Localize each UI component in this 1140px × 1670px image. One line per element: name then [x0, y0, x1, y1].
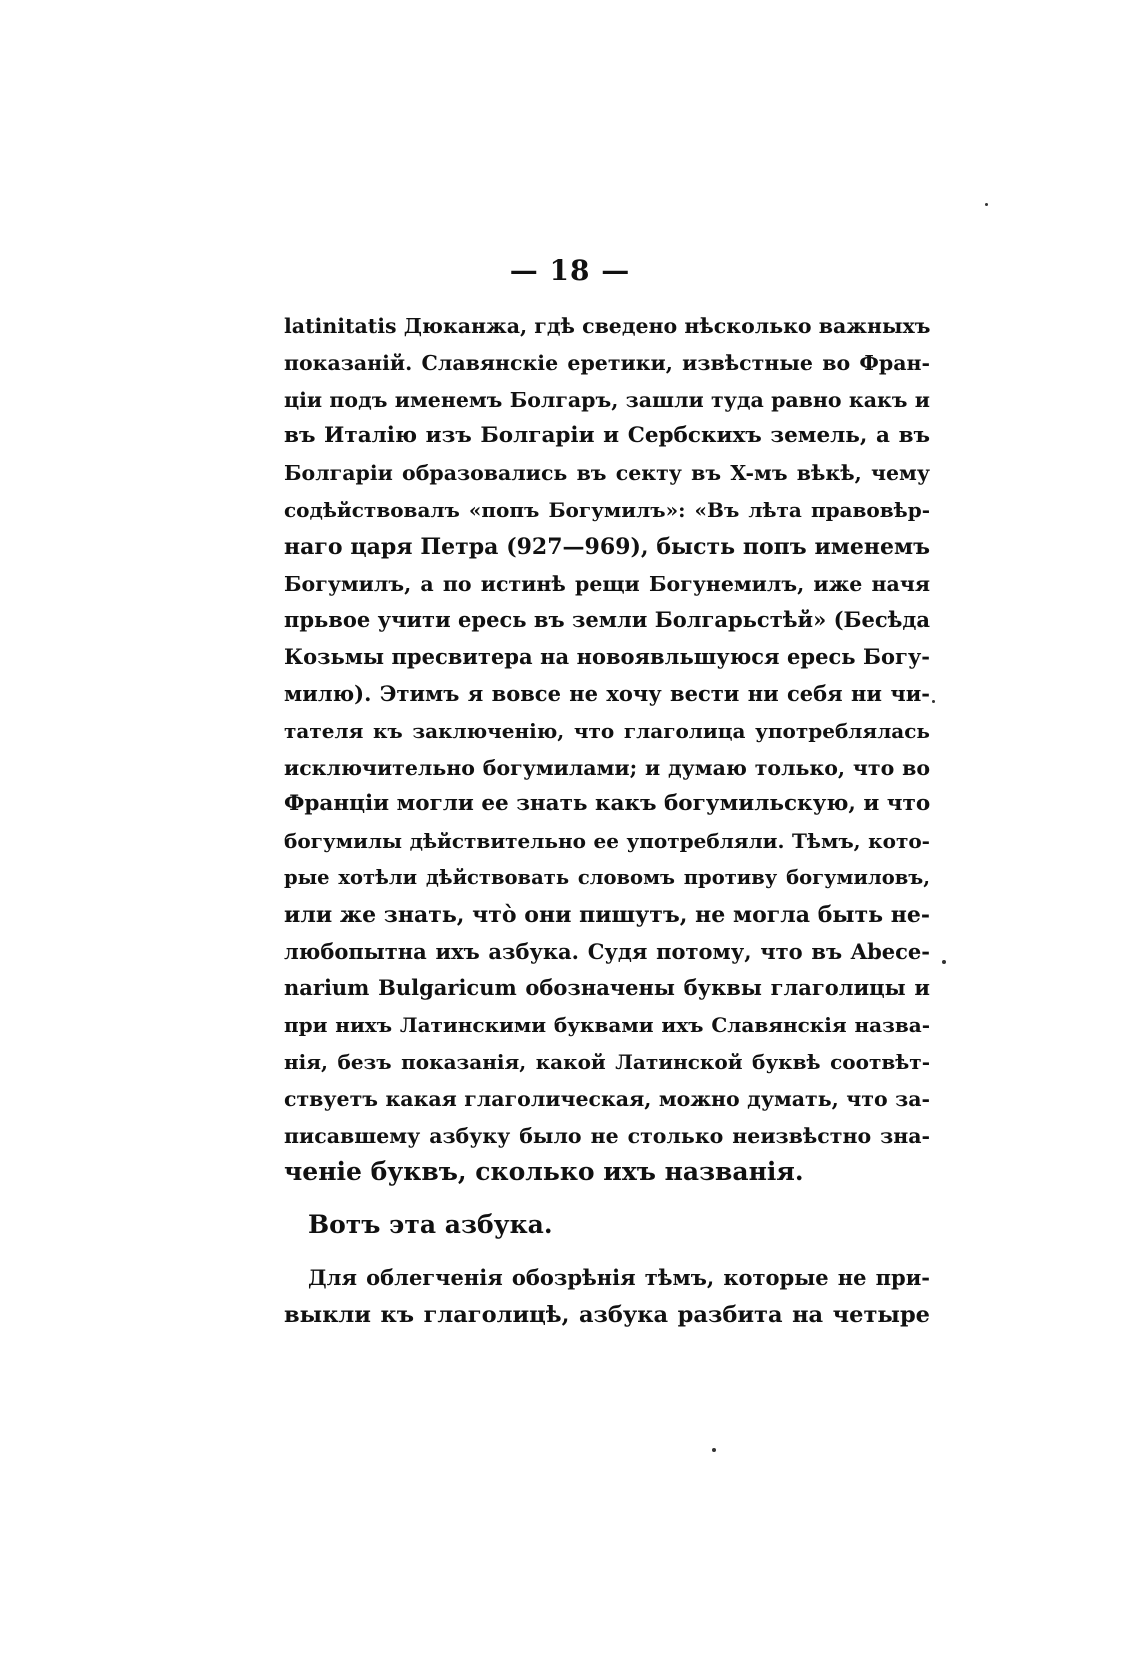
- text-line: богумилы дѣйствительно ее употребляли. Тѣмъ, кото-: [284, 829, 930, 854]
- text-line: тателя къ заключенію, что глаголица употреблялась: [284, 718, 930, 743]
- text-line: содѣйствовалъ «попъ Богумилъ»: «Въ лѣта правовѣр-: [284, 497, 930, 522]
- text-line: Франціи могли ее знать какъ богумильскую, и что: [284, 791, 931, 817]
- text-line: рые хотѣли дѣйствовать словомъ противу богумиловъ,: [284, 865, 930, 889]
- text-line: наго царя Петра (927—969), бысть попъ именемъ: [284, 533, 930, 560]
- paper-speck: [712, 1448, 716, 1452]
- text-line: Богумилъ, а по истинѣ рещи Богунемилъ, иже начя: [284, 571, 930, 596]
- paper-speck: [985, 203, 988, 206]
- paragraph-3: [284, 1260, 930, 1334]
- text-line: ствуетъ какая глаголическая, можно думать, что за-: [284, 1086, 930, 1111]
- text-line: Для облегченія обозрѣнія тѣмъ, которые не при-: [308, 1264, 930, 1290]
- text-line: въ Италію изъ Болгаріи и Сербскихъ земель, а въ: [284, 423, 930, 449]
- text-line: любопытна ихъ азбука. Судя потому, что въ Abece-: [284, 938, 930, 964]
- text-line: Болгаріи образовались въ секту въ X-мъ вѣкѣ, чему: [284, 461, 930, 486]
- text-line: исключительно богумилами; и думаю только, что во: [284, 755, 930, 780]
- page-number: — 18 —: [509, 254, 631, 287]
- body-text: [284, 308, 930, 1334]
- text-line: ціи подъ именемъ Болгаръ, зашли туда равно какъ и: [284, 387, 930, 412]
- text-line: ченіе буквъ, сколько ихъ названія.: [284, 1157, 804, 1187]
- text-line: или же знать, что̀ они пишутъ, не могла быть не-: [284, 901, 930, 928]
- text-line: narium Bulgaricum обозначены буквы глаголицы и: [284, 975, 930, 1001]
- paper-speck: [942, 960, 946, 964]
- text-line: показаній. Славянскіе еретики, извѣстные во Фран-: [284, 350, 930, 375]
- paragraph-2: Вотъ эта азбука.: [308, 1210, 553, 1240]
- text-line: latinitatis Дюканжа, гдѣ сведено нѣсколько важныхъ: [284, 314, 931, 338]
- text-line: выкли къ глаголицѣ, азбука разбита на четыре: [284, 1301, 930, 1328]
- paragraph-1: [284, 308, 930, 1191]
- text-line: милю). Этимъ я вовсе не хочу вести ни себя ни чи-: [284, 680, 930, 706]
- text-line: нія, безъ показанія, какой Латинской буквѣ соотвѣт-: [284, 1049, 930, 1074]
- text-line: писавшему азбуку было не столько неизвѣстно зна-: [284, 1123, 930, 1148]
- text-line: прьвое учити ересь въ земли Болгарьстѣй» (Бесѣда: [284, 607, 930, 633]
- text-line: при нихъ Латинскими буквами ихъ Славянскія назва-: [284, 1013, 930, 1038]
- paper-speck: [932, 700, 935, 703]
- text-line: Козьмы пресвитера на новоявльшуюся ересь Богу-: [284, 644, 930, 670]
